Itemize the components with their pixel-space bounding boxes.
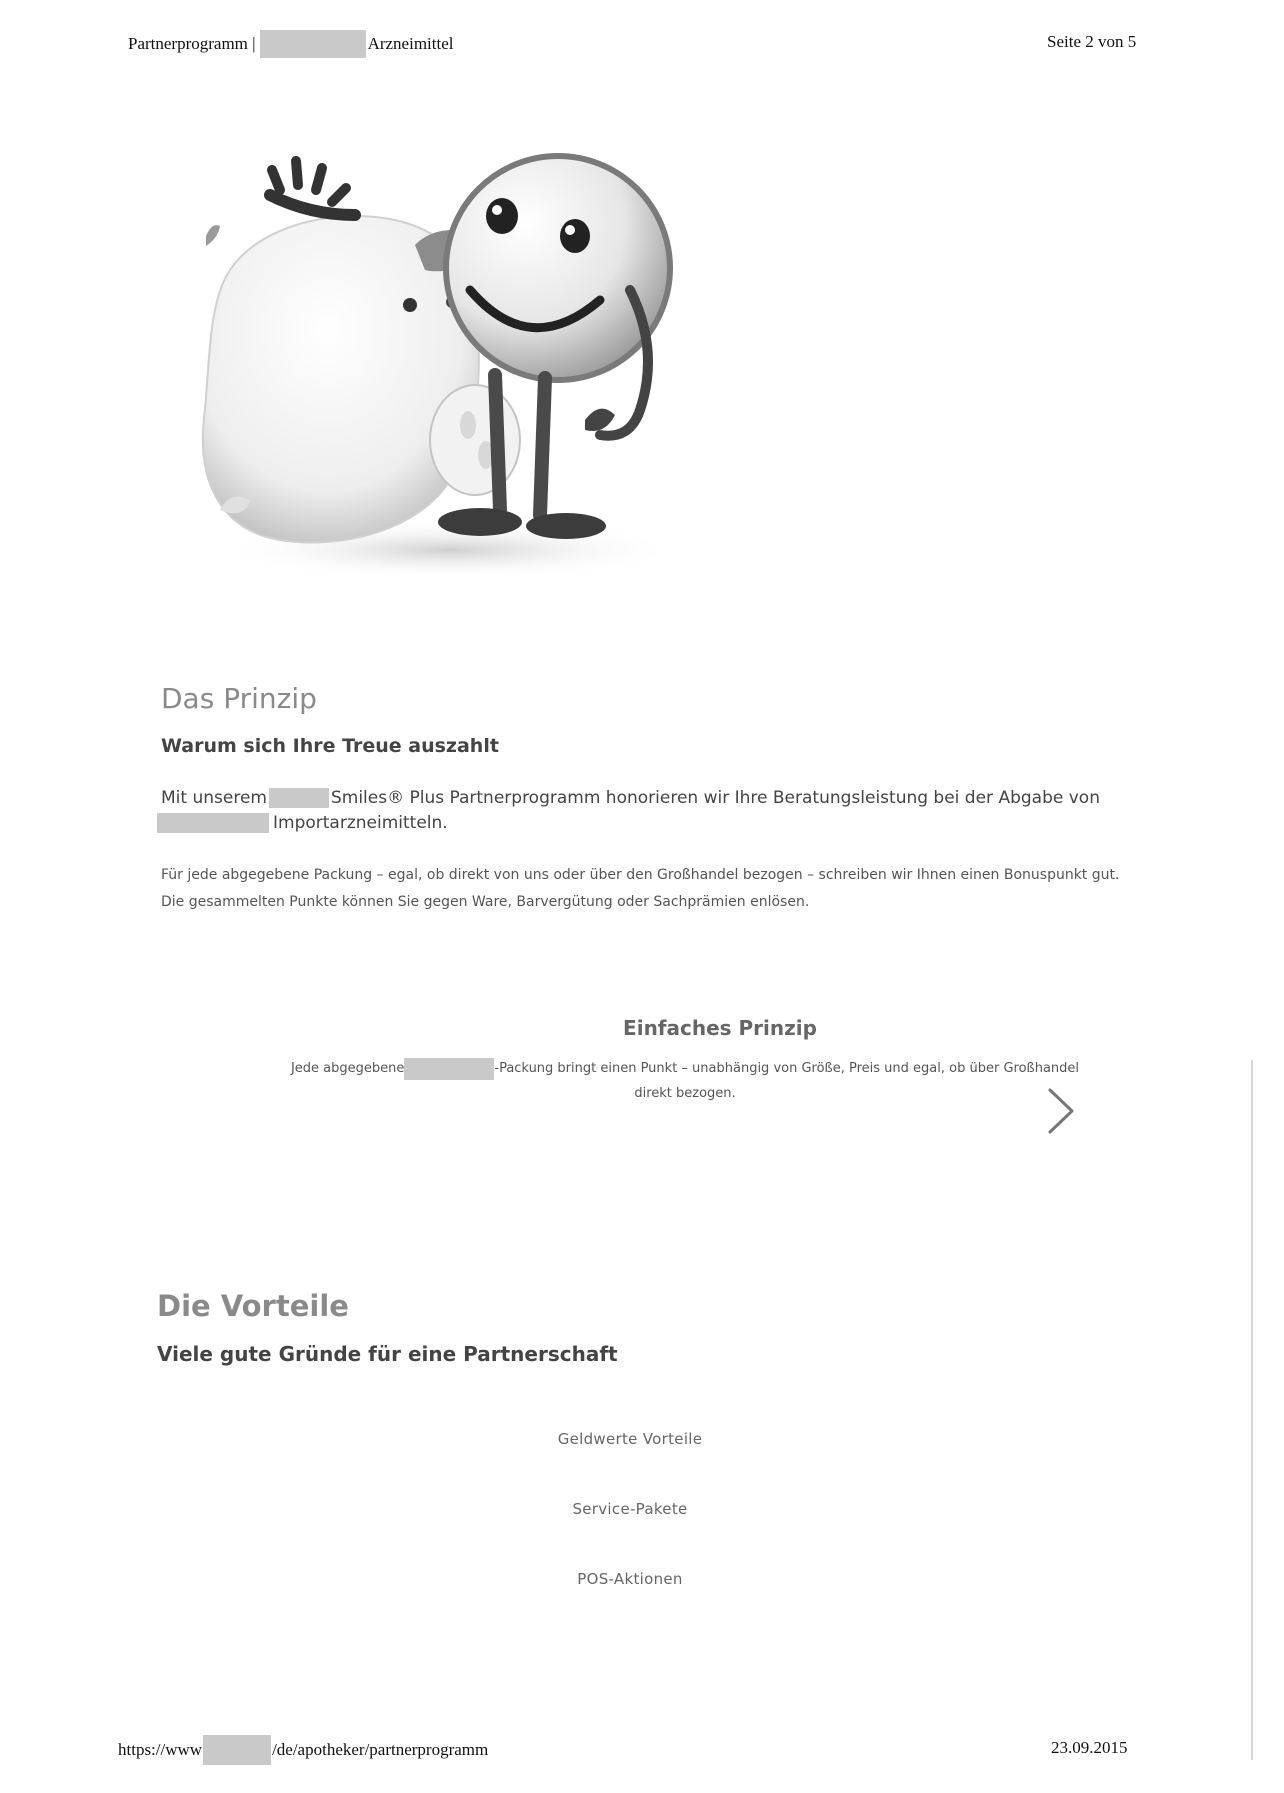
redaction-box	[269, 788, 329, 808]
section-title-vorteile: Die Vorteile	[157, 1289, 349, 1323]
print-date: 23.09.2015	[1051, 1738, 1128, 1757]
redaction-box	[404, 1058, 494, 1080]
url-end: /de/apotheker/partnerprogramm	[272, 1740, 489, 1759]
chevron-right-icon[interactable]	[1044, 1086, 1078, 1136]
scan-edge-line	[1251, 1060, 1253, 1760]
redaction-box	[260, 30, 366, 58]
slide-text	[270, 1056, 1100, 1106]
url-start: https://www	[118, 1740, 203, 1759]
page-footer-url	[118, 1735, 488, 1765]
text-fragment: Importarzneimitteln.	[273, 813, 448, 833]
redaction-box	[157, 813, 269, 833]
page-header-title	[128, 30, 453, 58]
vorteil-link-pos-aktionen[interactable]: POS-Aktionen	[577, 1570, 683, 1588]
text-fragment: Jede abgegebene	[290, 1061, 405, 1076]
header-title-end: Arzneimittel	[367, 34, 454, 53]
text-fragment: -Packung bringt einen Punkt – unabhängig von Größe, Preis und egal, ob über Großhandel	[494, 1061, 1080, 1076]
header-title-start: Partnerprogramm |	[128, 34, 256, 53]
vorteil-link-service-pakete[interactable]: Service-Pakete	[572, 1500, 688, 1518]
section-subtitle-vorteile: Viele gute Gründe für eine Partnerschaft	[157, 1342, 618, 1366]
text-fragment: Smiles® Plus Partnerprogramm honorieren wir Ihre Beratungsleistung bei der Abgabe von	[330, 788, 1100, 808]
prinzip-intro-paragraph	[161, 786, 1121, 836]
redaction-box	[203, 1735, 271, 1765]
page-number: Seite 2 von 5	[1047, 32, 1137, 51]
prinzip-detail-paragraph: Für jede abgegebene Packung – egal, ob direkt von uns oder über den Großhandel bezogen – schreiben wir Ihnen einen Bonuspunkt gut. Die gesammelten Punkte können Sie gegen Ware, Barvergütung oder Sachprämien enlösen.	[161, 867, 1120, 910]
piggy-bank-smiley-mascot-icon	[190, 150, 720, 610]
section-subtitle-prinzip: Warum sich Ihre Treue auszahlt	[161, 735, 499, 757]
slide-title: Einfaches Prinzip	[623, 1016, 817, 1040]
text-fragment: direkt bezogen.	[634, 1086, 736, 1101]
vorteil-link-geldwerte-vorteile[interactable]: Geldwerte Vorteile	[557, 1430, 703, 1448]
section-title-prinzip: Das Prinzip	[161, 682, 317, 715]
text-fragment: Mit unserem	[161, 788, 267, 808]
